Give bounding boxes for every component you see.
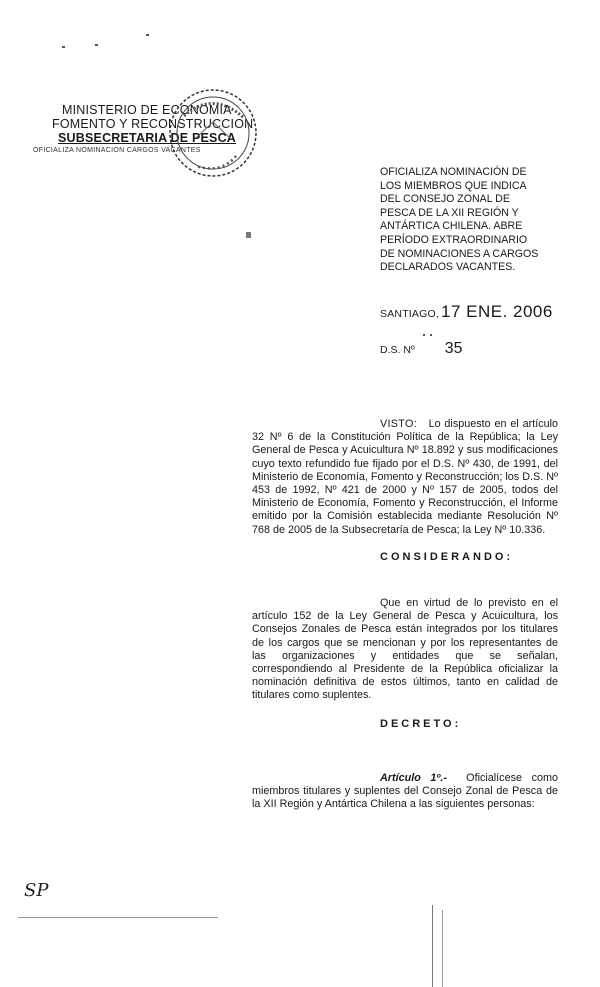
article-1: [252, 772, 558, 812]
issue-date: 17 ENE. 2006: [440, 302, 553, 321]
summary-line: PESCA DE LA XII REGIÓN Y: [380, 206, 519, 219]
summary-line: DE NOMINACIONES A CARGOS: [380, 247, 539, 260]
decree-number-value: 35: [444, 340, 463, 357]
place-label: SANTIAGO,: [380, 308, 439, 320]
official-seal-icon: [166, 86, 260, 180]
decree-number-label: D.S. Nº: [380, 344, 415, 356]
scan-speck: [430, 334, 432, 336]
handwritten-note: SP: [24, 880, 49, 901]
visto-text: Lo dispuesto en el artículo 32 Nº 6 de la Constitución Política de la República; la Ley General de Pesca y Acuicultura Nº 18.892 y sus modificaciones cuyo texto refundido fue fijado por el D.S. Nº 430, de 1991, del Ministerio de Economía, Fomento y Reconstrucción; los D.S. Nº 453 de 1992, Nº 421 de 2000 y Nº 157 de 2005, todos del Ministerio de Economía, Fomento y Reconstrucción, el Informe emitido por la Comisión establecida mediante Resolución Nº 768 de 2005 de la Subsecretaría de Pesca; la Ley Nº 10.336.: [252, 418, 559, 536]
summary-line: OFICIALIZA NOMINACIÓN DE: [380, 166, 527, 178]
decree-summary: [380, 166, 554, 275]
scan-line: [442, 910, 443, 987]
summary-line: DECLARADOS VACANTES.: [380, 261, 516, 274]
scan-speck: [95, 44, 98, 46]
subsecretaria-name: SUBSECRETARIA DE PESCA: [58, 131, 237, 145]
considerando-heading: CONSIDERANDO:: [380, 551, 514, 563]
article-1-text: Oficialícese como miembros titulares y suplentes del Consejo Zonal de Pesca de la XII Región y Antártica Chilena a las siguientes personas:: [252, 772, 558, 811]
visto-paragraph: [252, 418, 558, 537]
ministry-name-line2: FOMENTO Y RECONSTRUCCION: [52, 117, 254, 131]
stamp-line: OFICIALIZA NOMINACION CARGOS VACANTES: [33, 147, 201, 154]
summary-line: PERÍODO EXTRAORDINARIO: [380, 233, 528, 246]
article-1-label: Artículo 1º.-: [380, 772, 447, 784]
scan-speck: [62, 46, 65, 48]
place-date: [380, 302, 553, 322]
scan-speck: [423, 334, 425, 336]
visto-label: VISTO:: [380, 418, 418, 430]
decreto-heading: DECRETO:: [380, 718, 462, 730]
scan-line: [18, 917, 218, 918]
decree-number: [380, 340, 463, 358]
summary-line: DEL CONSEJO ZONAL DE: [380, 193, 510, 206]
scan-line: [432, 905, 433, 987]
summary-line: LOS MIEMBROS QUE INDICA: [380, 179, 527, 192]
ministry-name: MINISTERIO DE ECONOMIA: [62, 103, 232, 117]
considerando-paragraph: Que en virtud de lo previsto en el artículo 152 de la Ley General de Pesca y Acuicultura, los Consejos Zonales de Pesca están integrados por los titulares de los cargos que se mencionan y por los representantes de las organizaciones y entidades que se señalan, correspondiendo al Presidente de la República oficializar la nominación definitiva de estos últimos, tanto en calidad de titulares como suplentes.: [252, 597, 558, 702]
scan-speck: [146, 34, 149, 36]
scan-speck: [246, 232, 251, 238]
summary-line: ANTÁRTICA CHILENA. ABRE: [380, 220, 523, 233]
